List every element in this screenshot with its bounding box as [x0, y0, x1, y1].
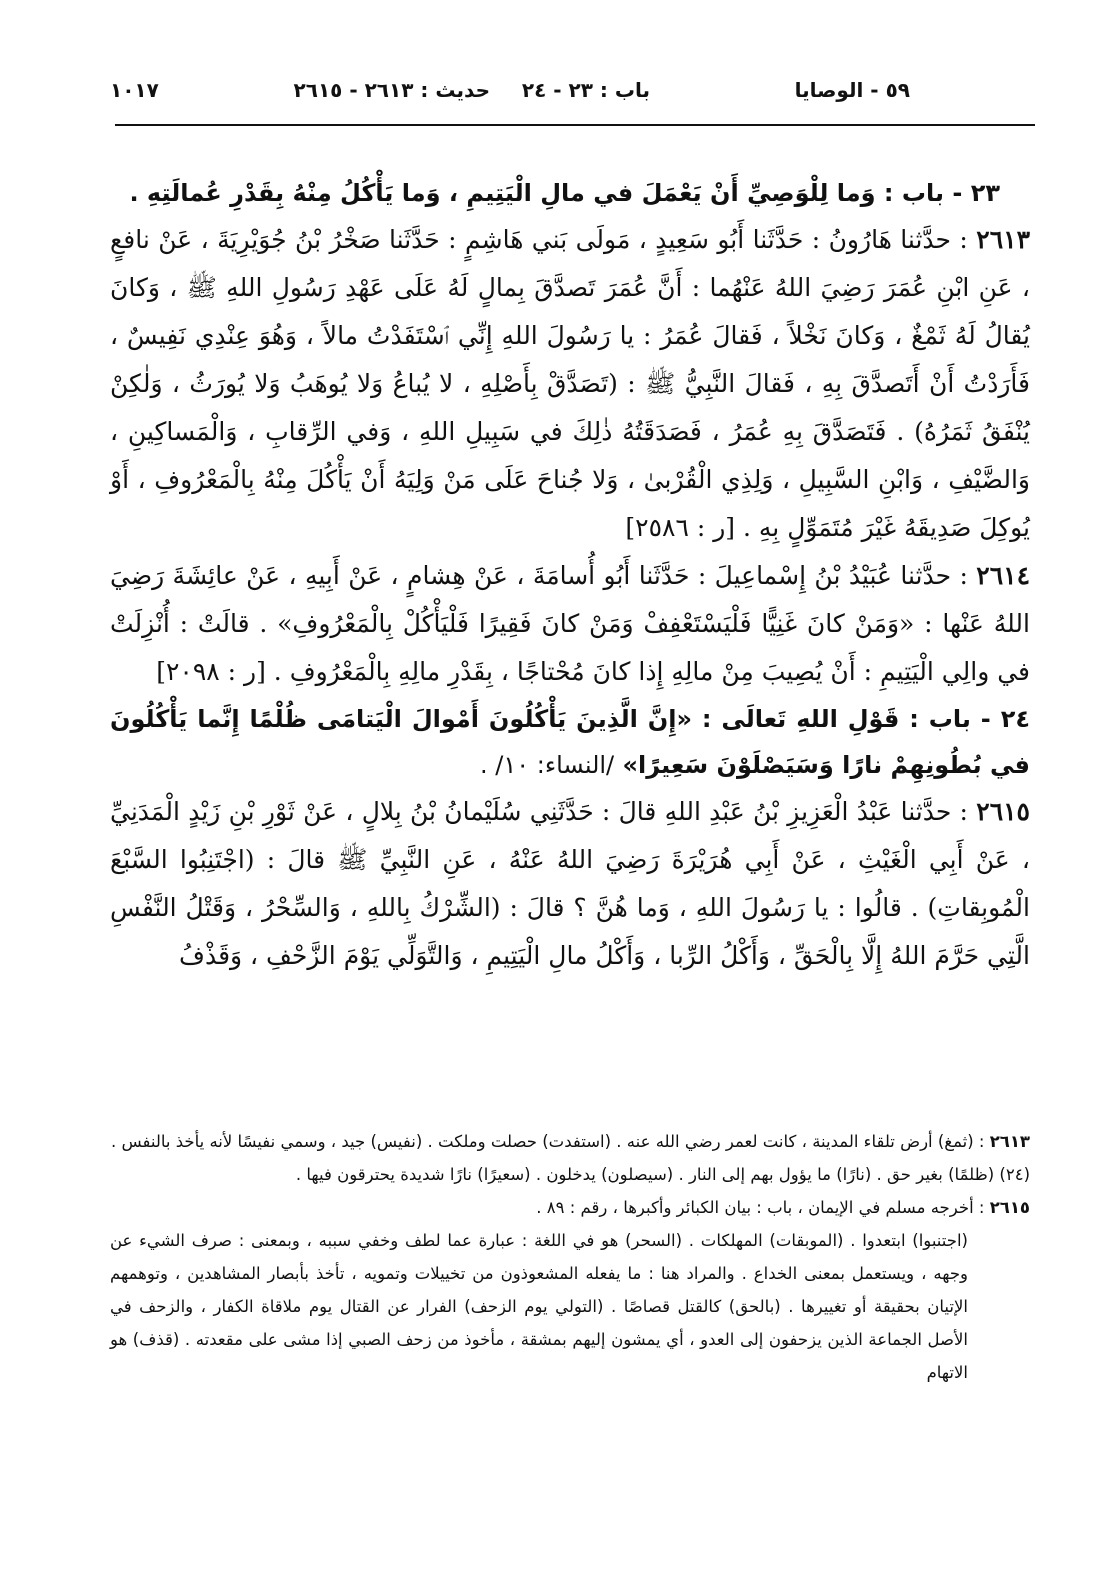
- hadith-text: : حدَّثنا عُبَيْدُ بْنُ إِسْماعِيلَ : حَدَّثَنا أَبُو أُسامَةَ ، عَنْ هِشامٍ ، عَنْ أَبِيهِ ، عَنْ عائِشَةَ رَضِيَ اللهُ عَنْها : «وَمَنْ كانَ غَنِيًّا فَلْيَسْتَعْفِفْ وَمَنْ كانَ فَقِيرًا فَلْيَأْكُلْ بِالْمَعْرُوفِ» . قالَتْ : أُنْزِلَتْ في والِي الْيَتِيمِ : أَنْ يُصِيبَ مِنْ مالِهِ إِذا كانَ مُحْتاجًا ، بِقَدْرِ مالِهِ بِالْمَعْرُوفِ .: [110, 561, 1030, 686]
- footnote-number: ٢٦١٣: [989, 1132, 1030, 1151]
- cross-reference: [ر : ٢٥٨٦]: [625, 513, 736, 542]
- hadith-2615: [110, 788, 1030, 980]
- footnote-number: ٢٦١٥: [989, 1198, 1030, 1217]
- chapter-24-heading: [110, 696, 1030, 788]
- footnote-2615-source: [110, 1191, 1030, 1224]
- footnote-24: (٢٤) (ظلمًا) بغير حق . (نارًا) ما يؤول بهم إلى النار . (سيصلون) يدخلون . (سعيرًا) نارًا شديدة يحترقون فيها .: [295, 1165, 1030, 1184]
- footnotes: [110, 1125, 1030, 1389]
- footnote-text: : أخرجه مسلم في الإيمان ، باب : بيان الكبائر وأكبرها ، رقم : ٨٩ .: [536, 1198, 985, 1217]
- footnote-text: : (ثمغ) أرض تلقاء المدينة ، كانت لعمر رضي الله عنه . (استفدت) حصلت وملكت . (نفيس) جيد ، وسمي نفيسًا لأنه يأخذ بالنفس .: [110, 1132, 985, 1151]
- header-chapter-range: باب : ٢٣ - ٢٤: [521, 78, 650, 102]
- cross-reference: [ر : ٢٠٩٨]: [156, 657, 266, 686]
- hadith-number: ٢٦١٤: [976, 561, 1030, 590]
- hadith-text: : حدَّثنا هَارُونُ : حَدَّثَنا أَبُو سَعِيدٍ ، مَولَى بَني هَاشِمٍ : حَدَّثَنا صَخْرُ بْنُ جُوَيْرِيَةَ ، عَنْ نافعٍ ، عَنِ ابْنِ عُمَرَ رَضِيَ اللهُ عَنْهُما : أَنَّ عُمَرَ تَصدَّقَ بِمالٍ لَهُ عَلَى عَهْدِ رَسُولِ اللهِ ﷺ ، وَكانَ يُقالُ لَهُ ثَمْغٌ ، وَكانَ نَخْلاً ، فَقالَ عُمَرُ : يا رَسُولَ اللهِ إِنِّي ٱسْتَفَدْتُ مالاً ، وَهُوَ عِنْدِي نَفِيسٌ ، فَأَرَدْتُ أَنْ أَتَصدَّقَ بِهِ ، فَقالَ النَّبِيُّ ﷺ : (تَصَدَّقْ بِأَصْلِهِ ، لا يُباعُ وَلا يُوهَبُ وَلا يُورَثُ ، وَلٰكِنْ يُنْفَقُ ثَمَرُهُ) . فَتَصَدَّقَ بِهِ عُمَرُ ، فَصَدَقَتُهُ ذٰلِكَ في سَبِيلِ اللهِ ، وَفي الرِّقابِ ، وَالْمَساكِينِ ، وَالضَّيْفِ ، وَابْنِ السَّبِيلِ ، وَلِذِي الْقُرْبىٰ ، وَلا جُناحَ عَلَى مَنْ وَلِيَهُ أَنْ يَأْكُلَ مِنْهُ بِالْمَعْرُوفِ ، أَوْ يُوكِلَ صَدِيقَهُ غَيْرَ مُتَمَوِّلٍ بِهِ .: [110, 225, 1030, 542]
- main-text: [110, 170, 1030, 980]
- page-number: ١٠١٧: [110, 78, 159, 102]
- hadith-2613: [110, 216, 1030, 552]
- running-header: [110, 78, 1030, 118]
- footnote-2615-glossary: (اجتنبوا) ابتعدوا . (الموبقات) المهلكات . (السحر) هو في اللغة : عبارة عما لطف وخفي سببه ، وبمعنى : صرف الشيء عن وجهه ، ويستعمل بمعنى الخداع . والمراد هنا : ما يفعله المشعوذون من تخييلات وتمويه ، تأخذ بأبصار المشاهدين ، وتوهمهم الإتيان بحقيقة أو تغييرها . (بالحق) كالقتل قصاصًا . (التولي يوم الزحف) الفرار عن القتال يوم ملاقاة الكفار ، والزحف في الأصل الجماعة الذين يزحفون إلى العدو ، أي يمشون إليهم بمشقة ، مأخوذ من زحف الصبي إذا مشى على مقعدته . (قذف) هو الاتهام: [110, 1231, 968, 1382]
- hadith-number: ٢٦١٥: [976, 797, 1030, 826]
- footnote-2613: [110, 1125, 1030, 1158]
- quran-citation: /النساء: ١٠/ .: [479, 751, 615, 779]
- header-book-title: ٥٩ - الوصايا: [794, 78, 910, 102]
- header-rule: [115, 124, 1035, 126]
- header-hadith-range: حديث : ٢٦١٣ - ٢٦١٥: [293, 78, 490, 102]
- hadith-text: : حدَّثنا عَبْدُ الْعَزِيزِ بْنُ عَبْدِ اللهِ قالَ : حَدَّثَنِي سُلَيْمانُ بْنُ بِلالٍ ، عَنْ ثَوْرِ بْنِ زَيْدٍ الْمَدَنِيِّ ، عَنْ أَبِي الْغَيْثِ ، عَنْ أَبِي هُرَيْرَةَ رَضِيَ اللهُ عَنْهُ ، عَنِ النَّبِيِّ ﷺ قالَ : (اجْتَنِبُوا السَّبْعَ الْمُوبِقاتِ) . قالُوا : يا رَسُولَ اللهِ ، وَما هُنَّ ؟ قالَ : (الشِّرْكُ بِاللهِ ، وَالسِّحْرُ ، وَقَتْلُ النَّفْسِ الَّتِي حَرَّمَ اللهُ إِلَّا بِالْحَقِّ ، وَأَكْلُ الرِّبا ، وَأَكْلُ مالِ الْيَتِيمِ ، وَالتَّوَلِّي يَوْمَ الزَّحْفِ ، وَقَذْفُ: [110, 797, 1030, 970]
- chapter-title: ٢٤ - باب : قَوْلِ اللهِ تَعالَى : «إِنَّ الَّذِينَ يَأْكُلُونَ أَمْوالَ الْيَتامَى ظُلْمًا إِنَّما يَأْكُلُونَ في بُطُونِهِمْ نارًا وَسَيَصْلَوْنَ سَعِيرًا»: [110, 705, 1030, 779]
- hadith-2614: [110, 552, 1030, 696]
- chapter-23-heading: ٢٣ - باب : وَما لِلْوَصِيِّ أَنْ يَعْمَلَ في مالِ الْيَتِيمِ ، وَما يَأْكُلُ مِنْهُ بِقَدْرِ عُمالَتِهِ .: [129, 179, 1000, 207]
- hadith-number: ٢٦١٣: [976, 225, 1031, 254]
